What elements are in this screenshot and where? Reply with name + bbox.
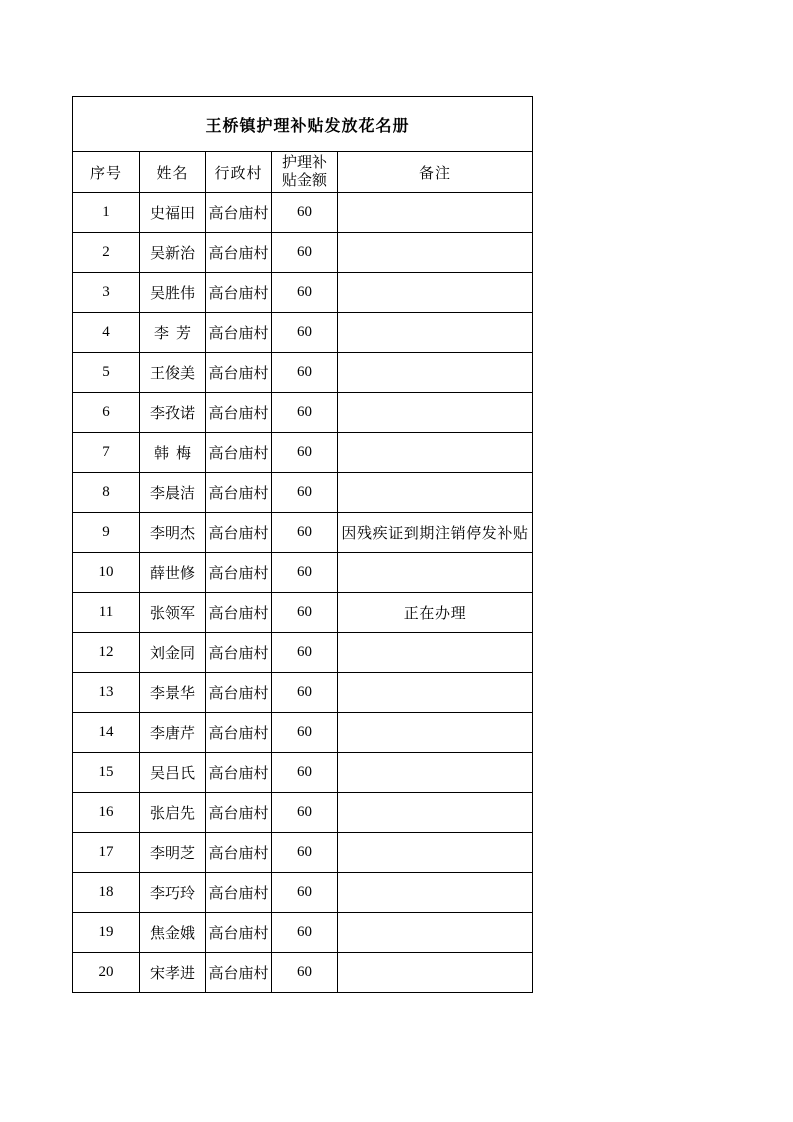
village-cell: 高台庙村 [206,433,272,473]
note-cell [338,273,533,313]
amount-cell: 60 [272,713,338,753]
header-seq: 序号 [73,152,140,193]
table-row [73,473,533,513]
table-row [73,193,533,233]
note-cell [338,633,533,673]
amount-cell: 60 [272,273,338,313]
header-amount-line2: 贴金额 [281,173,327,189]
village-cell: 高台庙村 [206,833,272,873]
table-row [73,753,533,793]
name-cell: 李唐芹 [140,713,206,753]
village-cell: 高台庙村 [206,673,272,713]
amount-cell: 60 [272,633,338,673]
header-village: 行政村 [206,152,272,193]
seq-cell: 11 [73,593,140,633]
amount-cell: 60 [272,553,338,593]
note-cell: 因残疾证到期注销停发补贴 [338,513,533,553]
village-cell: 高台庙村 [206,633,272,673]
name-cell: 焦金娥 [140,913,206,953]
table-row [73,353,533,393]
table-row [73,233,533,273]
note-cell [338,433,533,473]
village-cell: 高台庙村 [206,393,272,433]
village-cell: 高台庙村 [206,193,272,233]
seq-cell: 6 [73,393,140,433]
amount-cell: 60 [272,193,338,233]
note-cell [338,753,533,793]
roster-table [72,96,533,993]
seq-cell: 10 [73,553,140,593]
header-note: 备注 [338,152,533,193]
table-row [73,513,533,553]
header-row [73,152,533,193]
village-cell: 高台庙村 [206,553,272,593]
village-cell: 高台庙村 [206,713,272,753]
note-cell [338,313,533,353]
name-cell: 韩梅 [140,433,206,473]
name-cell: 宋孝进 [140,953,206,993]
note-cell [338,473,533,513]
seq-cell: 3 [73,273,140,313]
header-amount [272,152,338,193]
roster-body [73,193,533,993]
name-cell: 李芳 [140,313,206,353]
village-cell: 高台庙村 [206,593,272,633]
village-cell: 高台庙村 [206,313,272,353]
table-row [73,793,533,833]
amount-cell: 60 [272,593,338,633]
note-cell [338,833,533,873]
note-cell [338,673,533,713]
amount-cell: 60 [272,313,338,353]
seq-cell: 9 [73,513,140,553]
seq-cell: 13 [73,673,140,713]
amount-cell: 60 [272,913,338,953]
name-cell: 李明芝 [140,833,206,873]
seq-cell: 8 [73,473,140,513]
village-cell: 高台庙村 [206,873,272,913]
name-cell: 李明杰 [140,513,206,553]
village-cell: 高台庙村 [206,753,272,793]
seq-cell: 19 [73,913,140,953]
village-cell: 高台庙村 [206,473,272,513]
village-cell: 高台庙村 [206,353,272,393]
seq-cell: 16 [73,793,140,833]
amount-cell: 60 [272,433,338,473]
village-cell: 高台庙村 [206,953,272,993]
name-cell: 史福田 [140,193,206,233]
table-row [73,433,533,473]
note-cell [338,713,533,753]
note-cell [338,953,533,993]
header-amount-line1: 护理补 [281,155,327,171]
seq-cell: 20 [73,953,140,993]
table-row [73,313,533,353]
name-cell: 李孜诺 [140,393,206,433]
table-row [73,673,533,713]
seq-cell: 18 [73,873,140,913]
village-cell: 高台庙村 [206,513,272,553]
table-row [73,913,533,953]
amount-cell: 60 [272,673,338,713]
seq-cell: 17 [73,833,140,873]
seq-cell: 5 [73,353,140,393]
note-cell [338,553,533,593]
amount-cell: 60 [272,233,338,273]
village-cell: 高台庙村 [206,913,272,953]
seq-cell: 4 [73,313,140,353]
seq-cell: 7 [73,433,140,473]
table-row [73,633,533,673]
village-cell: 高台庙村 [206,273,272,313]
name-cell: 李景华 [140,673,206,713]
table-row [73,393,533,433]
amount-cell: 60 [272,873,338,913]
table-row [73,273,533,313]
note-cell [338,393,533,433]
name-cell: 吴吕氏 [140,753,206,793]
amount-cell: 60 [272,953,338,993]
village-cell: 高台庙村 [206,233,272,273]
document-title: 王桥镇护理补贴发放花名册 [73,97,533,152]
note-cell [338,913,533,953]
table-row [73,593,533,633]
name-cell: 吴新治 [140,233,206,273]
name-cell: 李巧玲 [140,873,206,913]
note-cell: 正在办理 [338,593,533,633]
amount-cell: 60 [272,793,338,833]
name-cell: 李晨洁 [140,473,206,513]
note-cell [338,353,533,393]
note-cell [338,233,533,273]
name-cell: 吴胜伟 [140,273,206,313]
name-cell: 刘金同 [140,633,206,673]
note-cell [338,873,533,913]
table-row [73,873,533,913]
table-row [73,553,533,593]
seq-cell: 15 [73,753,140,793]
amount-cell: 60 [272,353,338,393]
table-row [73,833,533,873]
village-cell: 高台庙村 [206,793,272,833]
seq-cell: 14 [73,713,140,753]
amount-cell: 60 [272,473,338,513]
table-row [73,953,533,993]
header-name: 姓名 [140,152,206,193]
amount-cell: 60 [272,833,338,873]
amount-cell: 60 [272,513,338,553]
seq-cell: 2 [73,233,140,273]
seq-cell: 12 [73,633,140,673]
name-cell: 薛世修 [140,553,206,593]
name-cell: 王俊美 [140,353,206,393]
name-cell: 张领军 [140,593,206,633]
seq-cell: 1 [73,193,140,233]
amount-cell: 60 [272,393,338,433]
title-row [73,97,533,152]
note-cell [338,193,533,233]
note-cell [338,793,533,833]
table-row [73,713,533,753]
name-cell: 张启先 [140,793,206,833]
amount-cell: 60 [272,753,338,793]
